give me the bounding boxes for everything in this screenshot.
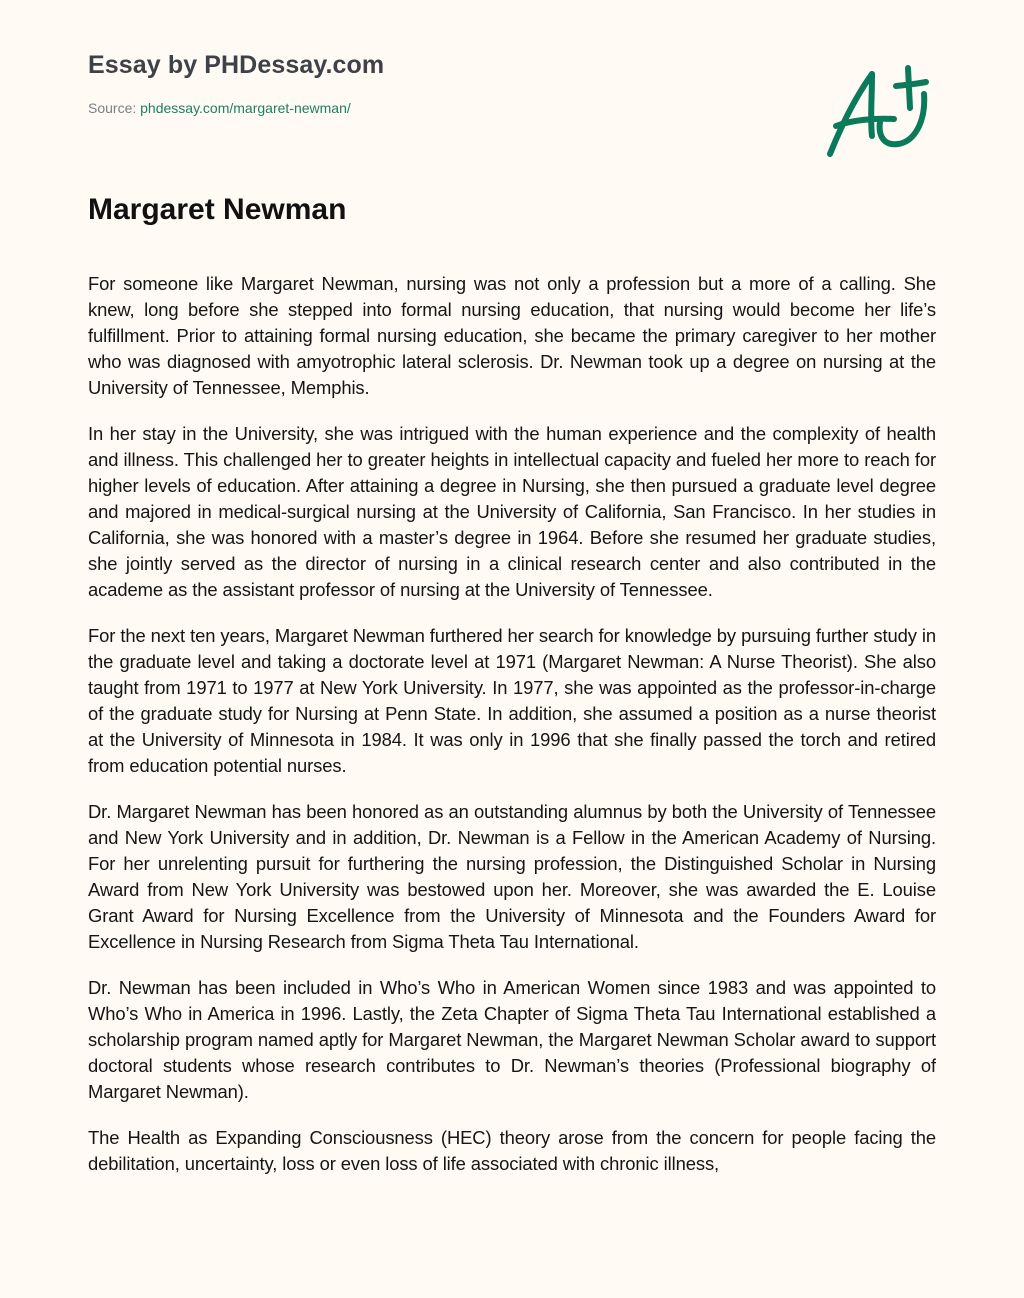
- paragraph: For someone like Margaret Newman, nursing was not only a profession but a more of a calling. She knew, long before she stepped into formal nursing education, that nursing would become her life’s fulfillment. Prior to attaining formal nursing education, she became the primary caregiver to her mother who was diagnosed with amyotrophic lateral sclerosis. Dr. Newman took up a degree on nursing at the University of Tennessee, Memphis.: [88, 273, 936, 398]
- paragraph: Dr. Margaret Newman has been honored as an outstanding alumnus by both the University of Tennessee and New York University and in addition, Dr. Newman is a Fellow in the American Academy of Nursing. For her unrelenting pursuit for furthering the nursing profession, the Distinguished Scholar in Nursing Award from New York University was bestowed upon her. Moreover, she was awarded the E. Louise Grant Award for Nursing Excellence from the University of Minnesota and the Founders Award for Excellence in Nursing Research from Sigma Theta Tau International.: [88, 801, 936, 952]
- paragraph: For the next ten years, Margaret Newman furthered her search for knowledge by pursuing further study in the graduate level and taking a doctorate level at 1971 (Margaret Newman: A Nurse Theorist). She also taught from 1971 to 1977 at New York University. In 1977, she was appointed as the professor-in-charge of the graduate study for Nursing at Penn State. In addition, she assumed a position as a nurse theorist at the University of Minnesota in 1984. It was only in 1996 that she finally passed the torch and retired from education potential nurses.: [88, 625, 936, 776]
- article-body: [88, 271, 936, 1298]
- page-title: Margaret Newman: [88, 193, 347, 226]
- site-title: Essay by PHDessay.com: [88, 51, 385, 79]
- source-link[interactable]: phdessay.com/margaret-newman/: [140, 100, 351, 116]
- source-line: [88, 98, 384, 118]
- paragraph: Dr. Newman has been included in Who’s Who in American Women since 1983 and was appointed to Who’s Who in America in 1996. Lastly, the Zeta Chapter of Sigma Theta Tau International established a scholarship program named aptly for Margaret Newman, the Margaret Newman Scholar award to support doctoral students whose research contributes to Dr. Newman’s theories (Professional biography of Margaret Newman).: [88, 977, 936, 1102]
- source-label: Source:: [88, 100, 141, 116]
- site-header: [88, 48, 384, 118]
- paragraph: The Health as Expanding Consciousness (HEC) theory arose from the concern for people facing the debilitation, uncertainty, loss or even loss of life associated with chronic illness,: [88, 1127, 936, 1174]
- paragraph: In her stay in the University, she was intrigued with the human experience and the complexity of health and illness. This challenged her to greater heights in intellectual capacity and fueled her more to reach for higher levels of education. After attaining a degree in Nursing, she then pursued a graduate level degree and majored in medical-surgical nursing at the University of California, San Francisco. In her studies in California, she was honored with a master’s degree in 1964. Before she resumed her graduate studies, she jointly served as the director of nursing in a clinical research center and also contributed in the academe as the assistant professor of nursing at the University of Tennessee.: [88, 423, 936, 600]
- a-plus-grade-icon: [822, 64, 932, 164]
